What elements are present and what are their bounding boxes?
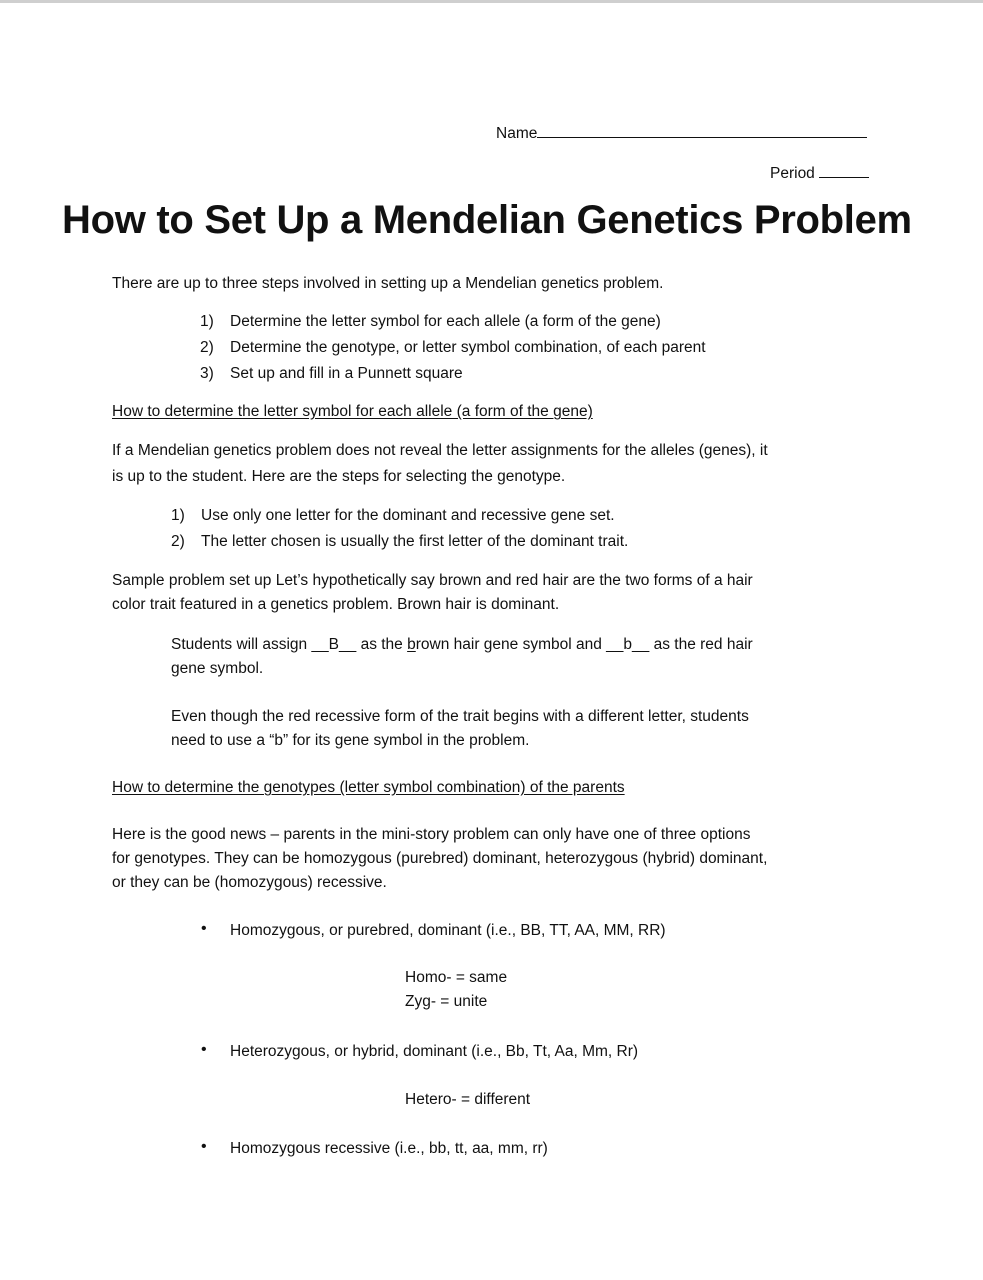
bullet-dot: • bbox=[201, 1138, 207, 1155]
bullet-dot: • bbox=[201, 920, 207, 937]
step-number: 3) bbox=[200, 365, 214, 382]
section2-para-line3: or they can be (homozygous) recessive. bbox=[112, 874, 387, 891]
bullet-heterozygous-dominant: Heterozygous, or hybrid, dominant (i.e., Bb, Tt, Aa, Mm, Rr) bbox=[230, 1043, 639, 1060]
step-text: Determine the letter symbol for each allele (a form of the gene) bbox=[230, 313, 661, 330]
section2-para-line2: for genotypes. They can be homozygous (purebred) dominant, heterozygous (hybrid) dominant, bbox=[112, 850, 768, 867]
assign-text-a: Students will assign bbox=[171, 636, 308, 653]
even-line2: need to use a “b” for its gene symbol in the problem. bbox=[171, 732, 530, 749]
step-2 bbox=[200, 339, 706, 357]
assign-underlined-letter: b bbox=[407, 636, 416, 653]
sample-line2: color trait featured in a genetics problem. Brown hair is dominant. bbox=[112, 596, 560, 613]
rule-2 bbox=[171, 533, 628, 551]
section1-para-line2: is up to the student. Here are the steps for selecting the genotype. bbox=[112, 468, 566, 485]
name-label: Name bbox=[496, 125, 538, 142]
section1-heading: How to determine the letter symbol for each allele (a form of the gene) bbox=[112, 403, 593, 420]
assign-line1 bbox=[171, 636, 753, 654]
rule-text: The letter chosen is usually the first letter of the dominant trait. bbox=[201, 533, 629, 550]
assign-text-c: rown hair gene symbol and bbox=[415, 636, 602, 653]
name-field bbox=[496, 123, 867, 143]
section2-para-line1: Here is the good news – parents in the mini-story problem can only have one of three options bbox=[112, 826, 751, 843]
rule-text: Use only one letter for the dominant and recessive gene set. bbox=[201, 507, 615, 524]
top-border bbox=[0, 0, 983, 3]
step-text: Determine the genotype, or letter symbol combination, of each parent bbox=[230, 339, 706, 356]
note-homo: Homo- = same bbox=[405, 969, 508, 986]
section1-para-line1: If a Mendelian genetics problem does not reveal the letter assignments for the alleles (genes), it bbox=[112, 442, 768, 459]
step-number: 2) bbox=[200, 339, 214, 356]
bullet-homozygous-dominant: Homozygous, or purebred, dominant (i.e., BB, TT, AA, MM, RR) bbox=[230, 922, 666, 939]
rule-number: 1) bbox=[171, 507, 185, 524]
rule-1 bbox=[171, 507, 615, 525]
assign-blank-dominant: __B__ bbox=[311, 636, 357, 653]
note-hetero: Hetero- = different bbox=[405, 1091, 531, 1108]
period-line bbox=[819, 163, 869, 178]
step-text: Set up and fill in a Punnett square bbox=[230, 365, 463, 382]
page-title: How to Set Up a Mendelian Genetics Problem bbox=[62, 198, 912, 242]
bullet-dot: • bbox=[201, 1041, 207, 1058]
section2-heading: How to determine the genotypes (letter symbol combination) of the parents bbox=[112, 779, 625, 796]
sample-line1: Sample problem set up Let’s hypothetically say brown and red hair are the two forms of a hair bbox=[112, 572, 753, 589]
bullet-homozygous-recessive: Homozygous recessive (i.e., bb, tt, aa, mm, rr) bbox=[230, 1140, 548, 1157]
name-line bbox=[537, 123, 867, 138]
step-1 bbox=[200, 313, 661, 331]
period-label: Period bbox=[770, 165, 815, 182]
assign-text-d: as the red hair bbox=[653, 636, 753, 653]
even-line1: Even though the red recessive form of the trait begins with a different letter, students bbox=[171, 708, 749, 725]
assign-text-b: as the bbox=[360, 636, 403, 653]
note-zyg: Zyg- = unite bbox=[405, 993, 488, 1010]
step-3 bbox=[200, 365, 463, 383]
intro-text: There are up to three steps involved in setting up a Mendelian genetics problem. bbox=[112, 275, 664, 292]
rule-number: 2) bbox=[171, 533, 185, 550]
period-field bbox=[770, 163, 869, 183]
step-number: 1) bbox=[200, 313, 214, 330]
assign-blank-recessive: __b__ bbox=[606, 636, 650, 653]
assign-line2: gene symbol. bbox=[171, 660, 264, 677]
